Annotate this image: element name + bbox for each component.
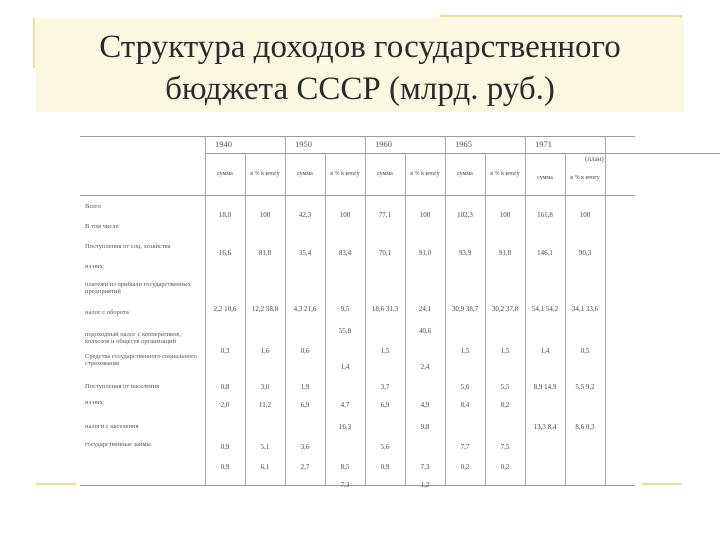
table-cell: 2,4 — [420, 363, 430, 371]
table-cell: 0,2 — [460, 463, 470, 471]
table-cell: 54,1 54,2 — [531, 305, 559, 313]
year-header: 1965 — [455, 139, 472, 149]
table-cell: 6,9 — [380, 401, 390, 409]
row-label: налог с оборота — [85, 309, 129, 316]
column-header: сумма — [377, 171, 393, 177]
table-cell: 100 — [419, 211, 431, 219]
column-header: в % к итогу — [330, 171, 360, 177]
table-cell: 8,4 — [460, 401, 470, 409]
table-column-rule — [605, 136, 606, 485]
table-cell: 1,5 — [380, 347, 390, 355]
table-cell: 8,2 — [500, 401, 510, 409]
table-cell: 1,9 — [300, 383, 310, 391]
table-cell: 3,7 — [380, 383, 390, 391]
table-cell: 5,1 — [260, 443, 270, 451]
table-cell: 1,4 — [340, 363, 350, 371]
table-cell: 3,6 — [300, 443, 310, 451]
column-header: в % к итогу — [410, 171, 440, 177]
column-header: в % к итогу — [250, 171, 280, 177]
table-cell: 90,3 — [578, 249, 592, 257]
table-cell: 0,8 — [220, 383, 230, 391]
table-cell: 0,9 — [220, 443, 230, 451]
table-cell: 5,6 — [380, 443, 390, 451]
table-cell: 1,4 — [540, 347, 550, 355]
table-cell: 100 — [339, 211, 351, 219]
row-label: Поступления от соц. хозяйства — [85, 243, 171, 250]
year-header: 1950 — [295, 139, 312, 149]
table-cell: 7,5 — [500, 443, 510, 451]
column-header: в % к итогу — [570, 175, 600, 181]
title-line-1: Структура доходов государственного — [99, 29, 621, 65]
table-cell: 93,9 — [458, 249, 472, 257]
table-cell: 42,3 — [298, 211, 312, 219]
table-cell: 55,8 — [338, 327, 352, 335]
table-cell: 1,2 — [420, 481, 430, 489]
table-cell: 4,9 — [420, 401, 430, 409]
table-cell: 9,8 — [420, 423, 430, 431]
table-cell: 91,0 — [418, 249, 432, 257]
table-cell: 100 — [579, 211, 591, 219]
table-cell: 5,6 — [460, 383, 470, 391]
table-cell: 5,5 — [500, 383, 510, 391]
table-cell: 7,3 — [420, 463, 430, 471]
table-cell: 91,8 — [498, 249, 512, 257]
table-rule — [80, 195, 635, 196]
table-column-rule — [245, 153, 246, 485]
table-cell: 7,7 — [460, 443, 470, 451]
decorative-line-bottom-left — [36, 483, 76, 485]
row-label: из них: — [85, 399, 105, 406]
table-cell: 100 — [499, 211, 511, 219]
row-label: государственные займы — [85, 441, 151, 448]
table-cell: 0,9 — [220, 463, 230, 471]
table-cell: 0,5 — [580, 347, 590, 355]
table-cell: 81,8 — [258, 249, 272, 257]
row-label: Всего — [85, 203, 101, 210]
row-label: из них: — [85, 263, 105, 270]
column-header: сумма — [457, 171, 473, 177]
table-cell: 30,9 38,7 — [451, 305, 479, 313]
table-cell: 6,9 — [300, 401, 310, 409]
table-cell: 18,0 — [218, 211, 232, 219]
title-line-2: бюджета СССР (млрд. руб.) — [165, 71, 555, 107]
table-cell: 77,1 — [378, 211, 392, 219]
decorative-line-bottom-right — [642, 483, 682, 485]
table-cell: 0,2 — [500, 463, 510, 471]
table-cell: 4,3 21,6 — [293, 305, 317, 313]
table-cell: 35,4 — [298, 249, 312, 257]
row-label: платежи из прибыли государственных предприятий — [85, 281, 191, 295]
table-cell: 1,5 — [460, 347, 470, 355]
table-column-rule — [485, 153, 486, 485]
column-header: сумма — [297, 171, 313, 177]
table-cell: 102,3 — [457, 211, 473, 219]
table-cell: 146,1 — [537, 249, 553, 257]
table-cell: 24,1 — [418, 305, 432, 313]
table-cell: 1,5 — [500, 347, 510, 355]
table-cell: 13,3 8,4 — [533, 423, 557, 431]
table-cell: 11,2 — [259, 401, 271, 409]
plan-note: (план) — [585, 155, 604, 163]
table-cell: 8,6 0,3 — [575, 423, 595, 431]
table-cell: 16,6 — [218, 249, 232, 257]
table-cell: 3,0 — [260, 383, 270, 391]
table-cell: 16,3 — [338, 423, 352, 431]
year-header: 1960 — [375, 139, 392, 149]
column-header: сумма — [537, 175, 553, 181]
table-column-rule — [565, 153, 566, 485]
row-label: В том числе — [85, 223, 119, 230]
table-cell: 8,5 — [340, 463, 350, 471]
table-cell: 1,6 — [260, 347, 270, 355]
table-rule — [205, 153, 720, 154]
decorative-line-top — [440, 15, 682, 17]
table-cell: 40,6 — [418, 327, 432, 335]
table-cell: 2,2 10,6 — [213, 305, 237, 313]
table-cell: 30,2 37,8 — [491, 305, 519, 313]
year-header: 1940 — [215, 139, 232, 149]
table-cell: 6,1 — [260, 463, 270, 471]
table-cell: 0,3 — [220, 347, 230, 355]
table-cell: 5,5 9,2 — [575, 383, 595, 391]
table-cell: 83,4 — [338, 249, 352, 257]
table-column-rule — [325, 153, 326, 485]
table-cell: 0,6 — [300, 347, 310, 355]
table-cell: 2,0 — [220, 401, 230, 409]
table-cell: 34,1 33,6 — [571, 305, 599, 313]
table-rule — [80, 136, 635, 137]
row-label: Средства государственного социального страхования — [85, 353, 197, 367]
year-header: 1971 — [535, 139, 552, 149]
table-cell: 2,7 — [300, 463, 310, 471]
column-header: в % к итогу — [490, 171, 520, 177]
table-cell: 18,6 31,3 — [371, 305, 399, 313]
row-label: подоходный налог с кооперативов, колхозов и обществ организаций — [85, 331, 181, 345]
table-cell: 7,3 — [340, 481, 350, 489]
column-header: сумма — [217, 171, 233, 177]
table-cell: 12,2 58,8 — [251, 305, 279, 313]
table-cell: 0,9 — [380, 463, 390, 471]
table-column-rule — [405, 153, 406, 485]
slide-title — [40, 26, 680, 110]
table-cell: 4,7 — [340, 401, 350, 409]
scanned-budget-table — [80, 133, 635, 490]
row-label: Поступления от населения — [85, 383, 160, 390]
table-cell: 161,8 — [537, 211, 553, 219]
table-cell: 70,1 — [378, 249, 392, 257]
table-cell: 100 — [259, 211, 271, 219]
decorative-line-left — [33, 18, 35, 68]
row-label: налоги с населения — [85, 423, 139, 430]
table-cell: 9,5 — [340, 305, 350, 313]
table-cell: 8,9 14,9 — [533, 383, 557, 391]
